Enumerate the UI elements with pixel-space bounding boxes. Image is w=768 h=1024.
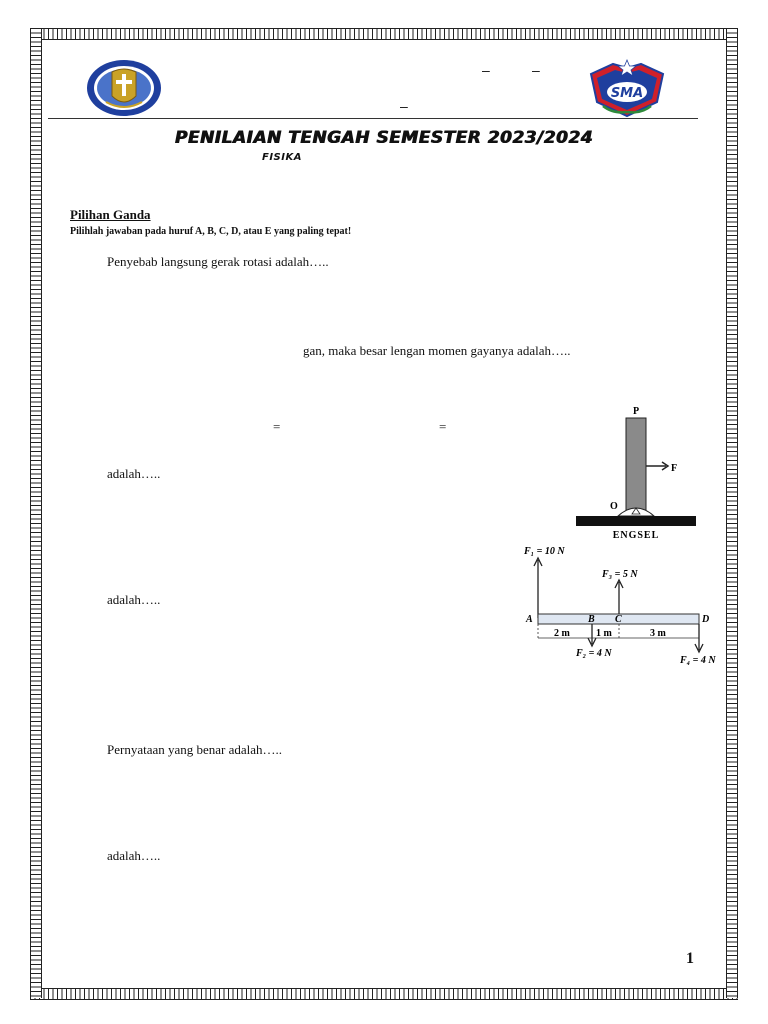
hinge-label-p: P bbox=[632, 406, 640, 417]
question-1-text: Penyebab langsung gerak rotasi adalah….. bbox=[107, 254, 329, 269]
sma-logo-text: SMA bbox=[610, 86, 644, 101]
point-c-label: C bbox=[615, 614, 622, 625]
hinge-rod bbox=[626, 418, 646, 510]
sma-stella-maris-logo bbox=[583, 56, 671, 120]
question-3-equals-1: = bbox=[273, 419, 281, 434]
question-2-text: gan, maka besar lengan momen gayanya adalah….. bbox=[303, 343, 571, 358]
f4-label: F₄ = 4 N bbox=[680, 655, 716, 666]
hinge-base bbox=[576, 516, 696, 526]
hinge-caption: ENGSEL bbox=[612, 530, 660, 541]
exam-subject: FISIKA bbox=[262, 152, 302, 163]
header-dash-1: – bbox=[482, 62, 490, 78]
page-number: 1 bbox=[686, 950, 694, 967]
f1-label: F₁ = 10 N bbox=[524, 546, 565, 557]
question-4-text: adalah….. bbox=[107, 592, 161, 607]
segment-cd-label: 3 m bbox=[650, 628, 666, 639]
point-a-label: A bbox=[526, 614, 533, 625]
school-crest-logo bbox=[84, 58, 164, 118]
section-heading: Pilihan Ganda bbox=[70, 207, 151, 222]
question-3-text: adalah….. bbox=[107, 466, 161, 481]
hinge-label-f: F bbox=[671, 463, 678, 474]
f2-label: F₂ = 4 N bbox=[576, 648, 612, 659]
header-dash-3: – bbox=[400, 98, 408, 114]
f3-label: F₃ = 5 N bbox=[602, 569, 638, 580]
question-5-text: Pernyataan yang benar adalah….. bbox=[107, 742, 283, 757]
decorative-border-top bbox=[30, 28, 738, 40]
point-b-label: B bbox=[588, 614, 595, 625]
decorative-border-bottom bbox=[30, 988, 738, 1000]
point-d-label: D bbox=[702, 614, 710, 625]
header-divider bbox=[48, 118, 698, 119]
beam-forces-figure bbox=[520, 540, 720, 668]
decorative-border-left bbox=[30, 28, 42, 998]
hinge-rod-figure bbox=[570, 402, 702, 542]
question-6-text: adalah….. bbox=[107, 848, 161, 863]
decorative-border-right bbox=[726, 28, 738, 998]
question-3-equals-2: = bbox=[439, 419, 447, 434]
segment-ab-label: 2 m bbox=[554, 628, 570, 639]
exam-title: PENILAIAN TENGAH SEMESTER 2023/2024 bbox=[174, 128, 594, 148]
hinge-label-o: O bbox=[610, 501, 618, 512]
header-dash-2: – bbox=[532, 62, 540, 78]
section-instructions: Pilihlah jawaban pada huruf A, B, C, D, atau E yang paling tepat! bbox=[70, 226, 352, 237]
segment-bc-label: 1 m bbox=[596, 628, 612, 639]
